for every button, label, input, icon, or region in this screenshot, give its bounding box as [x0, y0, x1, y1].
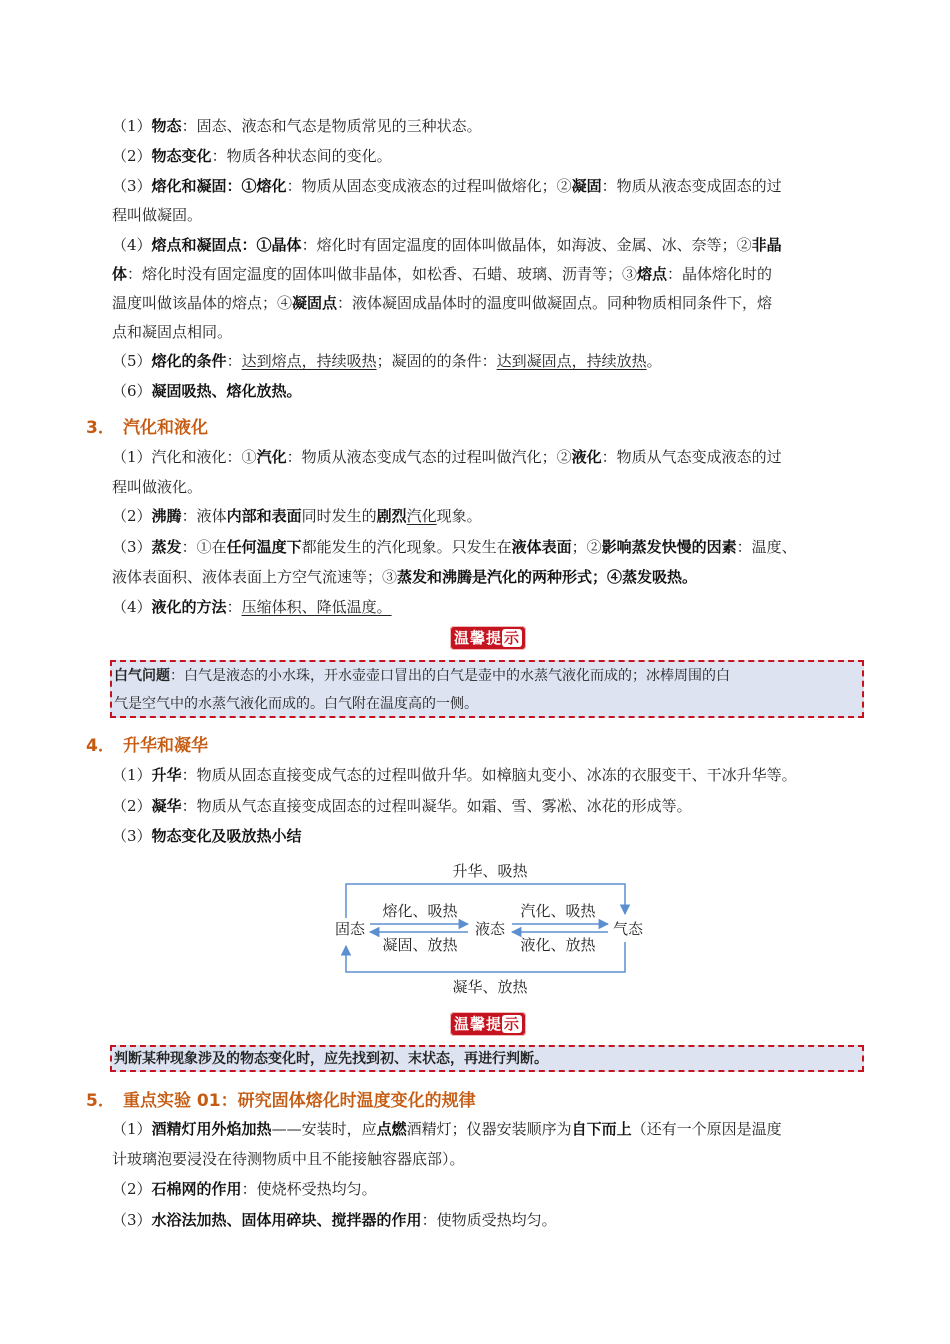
item-evaporation-cont: 液体表面积、液体表面上方空气流速等；③蒸发和沸腾是汽化的两种形式；④蒸发吸热。	[112, 568, 698, 586]
section-heading-vaporization: 3． 汽化和液化	[86, 418, 208, 438]
item-heat-note: （6）凝固吸热、熔化放热。	[112, 382, 302, 400]
item-melting-point-3: 温度叫做该晶体的熔点；④凝固点：液体凝固成晶体时的温度叫做凝固点。同种物质相同条件下，熔	[112, 294, 773, 312]
label-deposition: 凝华、放热	[452, 978, 528, 996]
item-asbestos-net: （2）石棉网的作用：使烧杯受热均匀。	[112, 1180, 377, 1198]
tip-box-white-vapor	[110, 660, 864, 718]
item-alcohol-lamp: （1）酒精灯用外焰加热——安装时，应点燃酒精灯；仪器安装顺序为自下而上（还有一个原因是温度	[112, 1120, 782, 1138]
tip2-line: 判断某种现象涉及的物态变化时，应先找到初、末状态，再进行判断。	[114, 1051, 548, 1067]
label-freezing: 凝固、放热	[382, 936, 458, 954]
item-liquefy-method: （4）液化的方法：压缩体积、降低温度。	[112, 598, 392, 616]
label-gas: 气态	[612, 920, 644, 938]
item-vapor-liquefy: （1）汽化和液化：①汽化：物质从液态变成气态的过程叫做汽化；②液化：物质从气态变成液态的过	[112, 448, 782, 466]
label-solid: 固态	[334, 920, 366, 938]
state-change-diagram	[320, 852, 660, 1002]
label-liquid: 液态	[474, 920, 506, 938]
label-sublimation: 升华、吸热	[452, 862, 528, 880]
item-melting-point-4: 点和凝固点相同。	[112, 323, 233, 341]
item-boiling: （2）沸腾：液体内部和表面同时发生的剧烈汽化现象。	[112, 507, 482, 525]
label-liquefaction: 液化、放热	[520, 936, 596, 954]
item-melt-condition: （5）熔化的条件：达到熔点，持续吸热；凝固的的条件：达到凝固点，持续放热。	[112, 352, 662, 370]
item-water-bath: （3）水浴法加热、固体用碎块、搅拌器的作用：使物质受热均匀。	[112, 1211, 557, 1229]
item-state: （1）物态：固态、液态和气态是物质常见的三种状态。	[112, 117, 482, 135]
tip-line-1: 白气问题：白气是液态的小水珠，开水壶壶口冒出的白气是壶中的水蒸气液化而成的；冰棒周围的白	[114, 668, 730, 684]
item-melt-freeze: （3）熔化和凝固：①熔化：物质从固态变成液态的过程叫做熔化；②凝固：物质从液态变成固态的过	[112, 177, 782, 195]
item-melt-freeze-cont: 程叫做凝固。	[112, 206, 203, 224]
label-melting: 熔化、吸热	[382, 902, 458, 920]
item-summary-title: （3）物态变化及吸放热小结	[112, 827, 302, 845]
item-melting-point: （4）熔点和凝固点：①晶体：熔化时有固定温度的固体叫做晶体，如海波、金属、冰、奈等；②非晶	[112, 236, 782, 254]
warm-tip-badge: 温馨提 示	[450, 626, 526, 650]
tip-box-judge	[110, 1045, 864, 1072]
item-evaporation: （3）蒸发：①在任何温度下都能发生的汽化现象。只发生在液体表面；②影响蒸发快慢的因素：温度、	[112, 538, 797, 556]
item-alcohol-lamp-cont: 计玻璃泡要浸没在待测物质中且不能接触容器底部）。	[112, 1150, 465, 1168]
warm-tip-badge-2: 温馨提 示	[450, 1012, 526, 1036]
item-deposition: （2）凝华：物质从气态直接变成固态的过程叫凝华。如霜、雪、雾凇、冰花的形成等。	[112, 797, 692, 815]
item-sublimation: （1）升华：物质从固态直接变成气态的过程叫做升华。如樟脑丸变小、冰冻的衣服变干、干冰升华等。	[112, 766, 797, 784]
item-melting-point-2: 体：熔化时没有固定温度的固体叫做非晶体，如松香、石蜡、玻璃、沥青等；③熔点：晶体熔化时的	[112, 265, 773, 283]
section-heading-experiment: 5． 重点实验 01：研究固体熔化时温度变化的规律	[86, 1091, 476, 1111]
section-heading-sublimation: 4． 升华和凝华	[86, 736, 208, 756]
tip-line-2: 气是空气中的水蒸气液化而成的。白气附在温度高的一侧。	[114, 696, 478, 712]
label-vaporization: 汽化、吸热	[520, 902, 596, 920]
item-vapor-liquefy-cont: 程叫做液化。	[112, 478, 203, 496]
item-state-change: （2）物态变化：物质各种状态间的变化。	[112, 147, 392, 165]
